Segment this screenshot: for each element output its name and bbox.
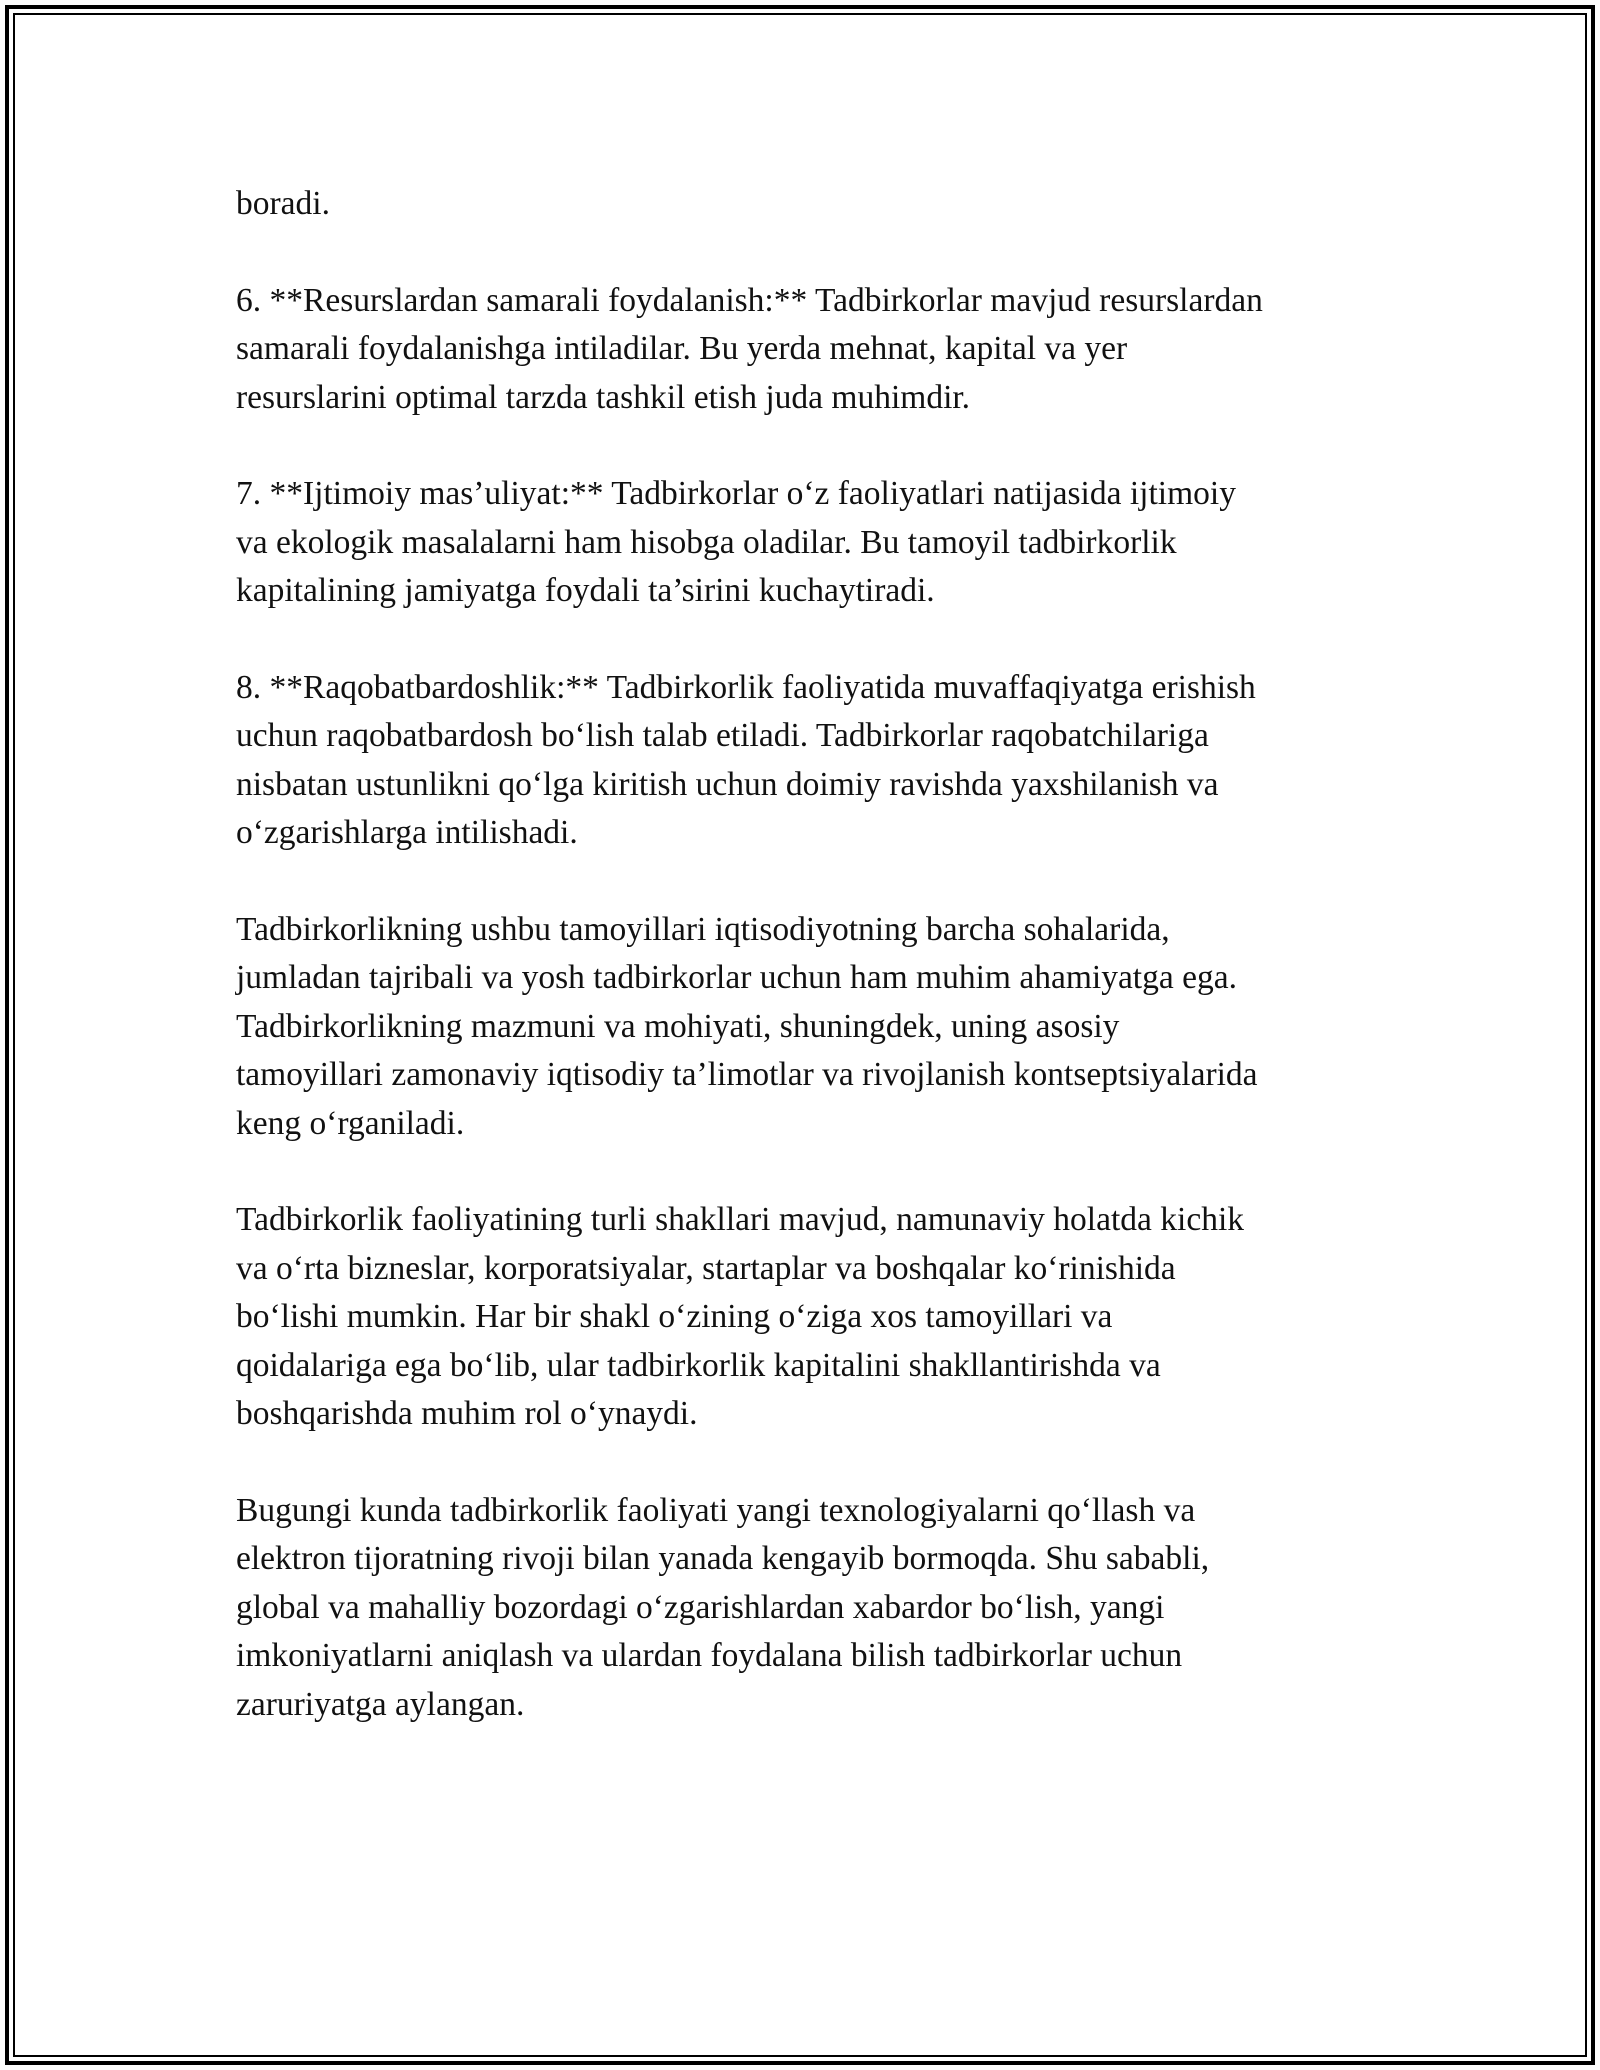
text-line: elektron tijoratning rivoji bilan yanada kengayib bormoqda. Shu sababli, xyxy=(236,1540,1210,1578)
text-line: Tadbirkorlik faoliyatining turli shakllari mavjud, namunaviy holatda kichik xyxy=(236,1201,1245,1239)
paragraph-continuation xyxy=(236,180,1396,228)
text-line: jumladan tajribali va yosh tadbirkorlar uchun ham muhim ahamiyatga ega. xyxy=(236,959,1237,997)
paragraph-item-7 xyxy=(236,470,1396,615)
text-line: 8. **Raqobatbardoshlik:** Tadbirkorlik faoliyatida muvaffaqiyatga erishish xyxy=(236,669,1256,707)
text-line: 7. **Ijtimoiy mas’uliyat:** Tadbirkorlar o‘z faoliyatlari natijasida ijtimoiy xyxy=(236,475,1236,513)
text-line: imkoniyatlarni aniqlash va ulardan foydalana bilish tadbirkorlar uchun xyxy=(236,1637,1183,1675)
text-line: va o‘rta bizneslar, korporatsiyalar, startaplar va boshqalar ko‘rinishida xyxy=(236,1249,1176,1287)
text-line: kapitalining jamiyatga foydali ta’sirini kuchaytiradi. xyxy=(236,572,935,610)
text-line: Bugungi kunda tadbirkorlik faoliyati yangi texnologiyalarni qo‘llash va xyxy=(236,1491,1196,1529)
paragraph-item-8 xyxy=(236,664,1396,858)
text-line: 6. **Resurslardan samarali foydalanish:** Tadbirkorlar mavjud resurslardan xyxy=(236,281,1263,319)
paragraph-modern-trends xyxy=(236,1487,1396,1729)
text-line: resurslarini optimal tarzda tashkil etish juda muhimdir. xyxy=(236,378,971,416)
text-line: Tadbirkorlikning mazmuni va mohiyati, shuningdek, uning asosiy xyxy=(236,1007,1120,1045)
text-line: zaruriyatga aylangan. xyxy=(236,1685,525,1723)
text-line: va ekologik masalalarni ham hisobga oladilar. Bu tamoyil tadbirkorlik xyxy=(236,523,1177,561)
document-body xyxy=(236,180,1396,1777)
text-line: uchun raqobatbardosh bo‘lish talab etiladi. Tadbirkorlar raqobatchilariga xyxy=(236,717,1209,755)
text-line: bo‘lishi mumkin. Har bir shakl o‘zining o‘ziga xos tamoyillari va xyxy=(236,1298,1113,1336)
paragraph-item-6 xyxy=(236,277,1396,422)
paragraph-business-forms xyxy=(236,1196,1396,1438)
text-line: keng o‘rganiladi. xyxy=(236,1104,465,1142)
text-line: boshqarishda muhim rol o‘ynaydi. xyxy=(236,1395,698,1433)
text-line: qoidalariga ega bo‘lib, ular tadbirkorlik kapitalini shakllantirishda va xyxy=(236,1346,1161,1384)
text-line: Tadbirkorlikning ushbu tamoyillari iqtisodiyotning barcha sohalarida, xyxy=(236,911,1170,949)
text-line: nisbatan ustunlikni qo‘lga kiritish uchun doimiy ravishda yaxshilanish va xyxy=(236,765,1219,803)
text-line: tamoyillari zamonaviy iqtisodiy ta’limotlar va rivojlanish kontseptsiyalarida xyxy=(236,1056,1258,1094)
paragraph-principles-summary xyxy=(236,906,1396,1148)
text-line: samarali foydalanishga intiladilar. Bu yerda mehnat, kapital va yer xyxy=(236,330,1128,368)
text-line: o‘zgarishlarga intilishadi. xyxy=(236,814,578,852)
text-line: global va mahalliy bozordagi o‘zgarishlardan xabardor bo‘lish, yangi xyxy=(236,1588,1165,1626)
text-line: boradi. xyxy=(236,185,330,222)
